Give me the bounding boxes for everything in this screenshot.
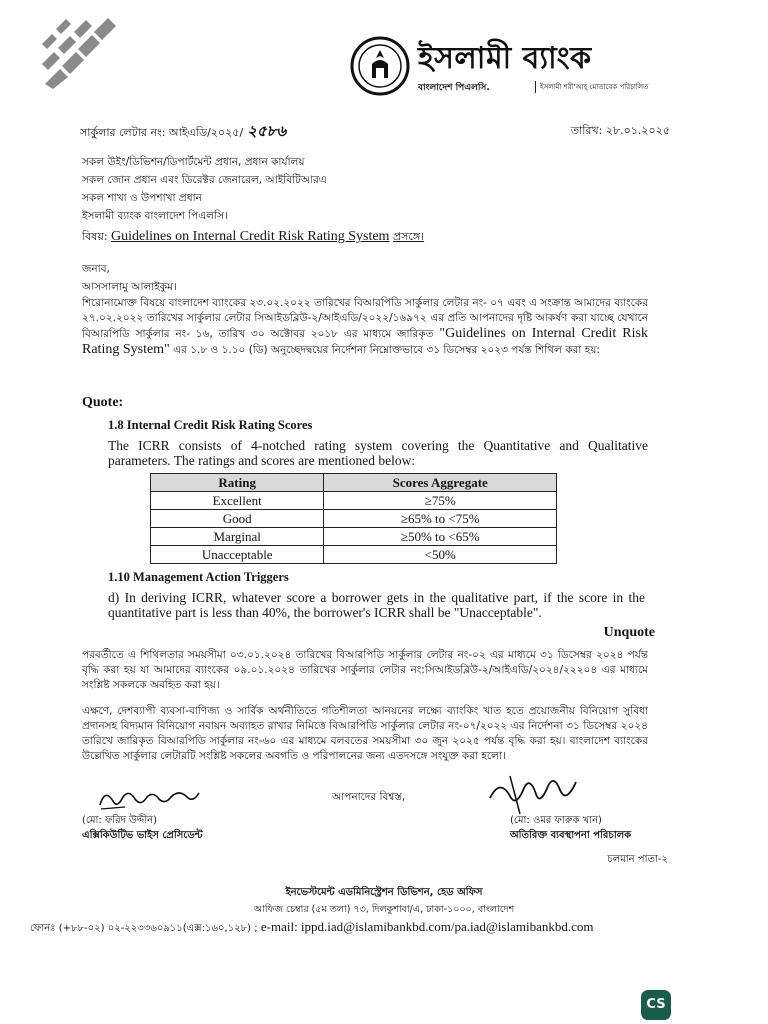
reference-line <box>80 120 286 145</box>
section-text: d) In deriving ICRR, whatever score a borrower gets in the qualitative part, if the score in the quantitative part is less than 40%, the borrower's ICRR shall be "Unacceptable". <box>108 590 645 620</box>
reference-number: ২৫৮৬ <box>247 122 287 140</box>
signatory-right <box>510 813 631 843</box>
signature-left-icon <box>95 783 205 813</box>
salutation-line: জনাব, <box>82 263 110 275</box>
table-cell: Marginal <box>151 528 324 546</box>
footer-phone: ফোনঃ (+৮৮-০২) ০২-২২৩৩৬০৯১১(এক্স:১৬০,১২৮) ; <box>30 923 258 934</box>
section-text: The ICRR consists of 4-notched rating system covering the Quantitative and Qualitative parameters. The ratings and scores are mentioned below: <box>108 438 648 468</box>
signatory-left <box>82 813 203 843</box>
bank-seal-icon <box>350 36 410 96</box>
signatory-name: (মো: ওমর ফারুক খান) <box>510 815 602 826</box>
subject-label: বিষয়: <box>82 230 108 243</box>
body-paragraph: এক্ষণে, দেশব্যাপী ব্যবসা-বাণিজ্য ও সার্বিক অর্থনীতিতে গতিশীলতা আনয়নের লক্ষ্যে ব্যাংকিং খাত হতে প্রয়োজনীয় বিনিয়োগ সুবিধা প্রদানসহ বিদ্যমান বিনিয়োগ নবায়ন অব্যাহত রাখার নিমিত্তে বিআরপিডি সার্কুলার লেটার নং-০৭/২০২২ এর নির্দেশনা ৩১ ডিসেম্বর ২০২৪ তারিখে জারিকৃত বিআরপিডি সার্কুলার নং-৬০ এর মাধ্যমে বলবতের সময়সীমা ৩০ জুন ২০২৫ পর্যন্ত বৃদ্ধি করা হয়। বাংলাদেশ ব্যাংকের উল্লেখিত সার্কুলার লেটারটি সংশ্লিষ্ট সকলের অবগতি ও পরিপালনের জন্য এতদসঙ্গে সংযুক্ত করা হলো। <box>82 705 648 762</box>
intro-text-2: এর ১.৮ ও ১.১০ (ডি) অনুচ্ছেদদ্বয়ের নির্দেশনা নিম্নোক্তভাবে ৩১ ডিসেম্বর ২০২৩ পর্যন্ত শিথিল করা হয়: <box>169 344 600 356</box>
footer-contact <box>30 919 594 938</box>
table-cell: ≥65% to <75% <box>324 510 557 528</box>
table-row <box>151 510 557 528</box>
bank-tagline: ইসলামী শরী'আহ্ মোতাবেক পরিচালিত <box>535 81 648 93</box>
table-cell: Excellent <box>151 492 324 510</box>
rating-table <box>150 473 557 564</box>
bank-name: ইসলামী ব্যাংক <box>418 41 592 76</box>
table-cell: ≥50% to <65% <box>324 528 557 546</box>
signatory-title: এক্সিকিউটিভ ভাইস প্রেসিডেন্ট <box>82 830 203 841</box>
recipient-line: সকল উইং/ডিভিশন/ডিপার্টমেন্ট প্রধান, প্রধান কার্যালয় <box>82 156 305 168</box>
continued-note: চলমান পাতা-২ <box>607 854 668 865</box>
footer-email: e-mail: ippd.iad@islamibankbd.com/pa.iad@islamibankbd.com <box>257 919 594 934</box>
table-row <box>151 492 557 510</box>
recipient-line: সকল জোন প্রধান এবং ডিরেক্টর জেনারেল, আইবিটিআরএ <box>82 174 327 186</box>
recipients-block <box>82 153 327 225</box>
table-row <box>151 528 557 546</box>
footer-division: ইনভেস্টমেন্ট এডমিনিস্ট্রেশন ডিভিশন, হেড অফিস <box>285 887 483 898</box>
table-cell: <50% <box>324 546 557 564</box>
subject-text: Guidelines on Internal Credit Risk Rating System <box>111 229 390 244</box>
quote-open: Quote: <box>82 395 124 410</box>
table-row <box>151 546 557 564</box>
recipient-line: সকল শাখা ও উপশাখা প্রধান <box>82 192 202 204</box>
table-header-cell: Rating <box>151 474 324 492</box>
footer-address: আফিজ চেম্বার (৫ম তলা) ৭৩, দিলকুশাবা/এ, ঢাকা-১০০০, বাংলাদেশ <box>253 904 515 915</box>
section-heading: 1.8 Internal Credit Risk Rating Scores <box>108 418 313 432</box>
subject-line <box>82 228 424 247</box>
quote-close: Unquote <box>603 625 655 640</box>
signature-right-icon <box>480 768 590 818</box>
table-header-cell: Scores Aggregate <box>324 474 557 492</box>
closing-line: আপনাদের বিশ্বস্ত, <box>332 791 406 803</box>
table-header-row <box>151 474 557 492</box>
intro-paragraph <box>82 296 648 358</box>
table-cell: Good <box>151 510 324 528</box>
recipient-line: ইসলামী ব্যাংক বাংলাদেশ পিএলসি। <box>82 210 228 222</box>
bank-subtitle: বাংলাদেশ পিএলসি. <box>418 83 490 93</box>
camscanner-badge-icon: CS <box>641 990 671 1020</box>
corner-pattern-icon <box>40 14 120 89</box>
table-cell: ≥75% <box>324 492 557 510</box>
reference-label: সার্কুলার লেটার নং: আইএডি/২০২৫/ <box>80 126 244 139</box>
signatory-name: (মো: ফরিদ উদ্দীন) <box>82 815 157 826</box>
letter-date: তারিখ: ২৮.০১.২০২৫ <box>570 124 670 137</box>
table-cell: Unacceptable <box>151 546 324 564</box>
intro-text-1: শিরোনামোক্ত বিষয়ে বাংলাদেশ ব্যাংকের ২৩.০২.২০২২ তারিখের বিআরপিডি সার্কুলার লেটার নং- ০৭ এবং এ সংক্রান্ত আমাদের ব্যাংকের ২৭.০২.২০২২ তারিখের সার্কুলার লেটার সিআইডব্লিউ-২/আইএডি/২০২২/১৬৯৭২ এর প্রতি আপনাদের দৃষ্টি আকর্ষণ করা যাচ্ছে যেখানে বিআরপিডি সার্কুলার নং- ১৬, তারিখ ৩০ অক্টোবর ২০১৮ এর মাধ্যমে জারিকৃত <box>82 297 648 340</box>
intro-guideline-title: "Guidelines on Internal Credit Risk Rating System" <box>82 326 648 357</box>
greeting-line: আসসালামু আলাইকুম। <box>82 281 177 293</box>
section-heading: 1.10 Management Action Triggers <box>108 570 289 584</box>
signatory-title: অতিরিক্ত ব্যবস্থাপনা পরিচালক <box>510 830 632 841</box>
subject-suffix: প্রসঙ্গে। <box>392 230 425 243</box>
body-paragraph: পরবর্তীতে এ শিথিলতার সময়সীমা ০৩.০১.২০২৪ তারিখের বিআরপিডি সার্কুলার লেটার নং-০২ এর মাধ্যমে ৩১ ডিসেম্বর ২০২৪ পর্যন্ত বৃদ্ধি করা হয় যা আমাদের ব্যাংকের ০৯.০১.২০২৪ তারিখের সার্কুলার লেটার নং:সিআইডব্লিউ-২/আইএডি/২০২৪/২২২০৪ এর মাধ্যমে সংশ্লিষ্ট সকলকে অবহিত করা হয়। <box>82 649 648 691</box>
